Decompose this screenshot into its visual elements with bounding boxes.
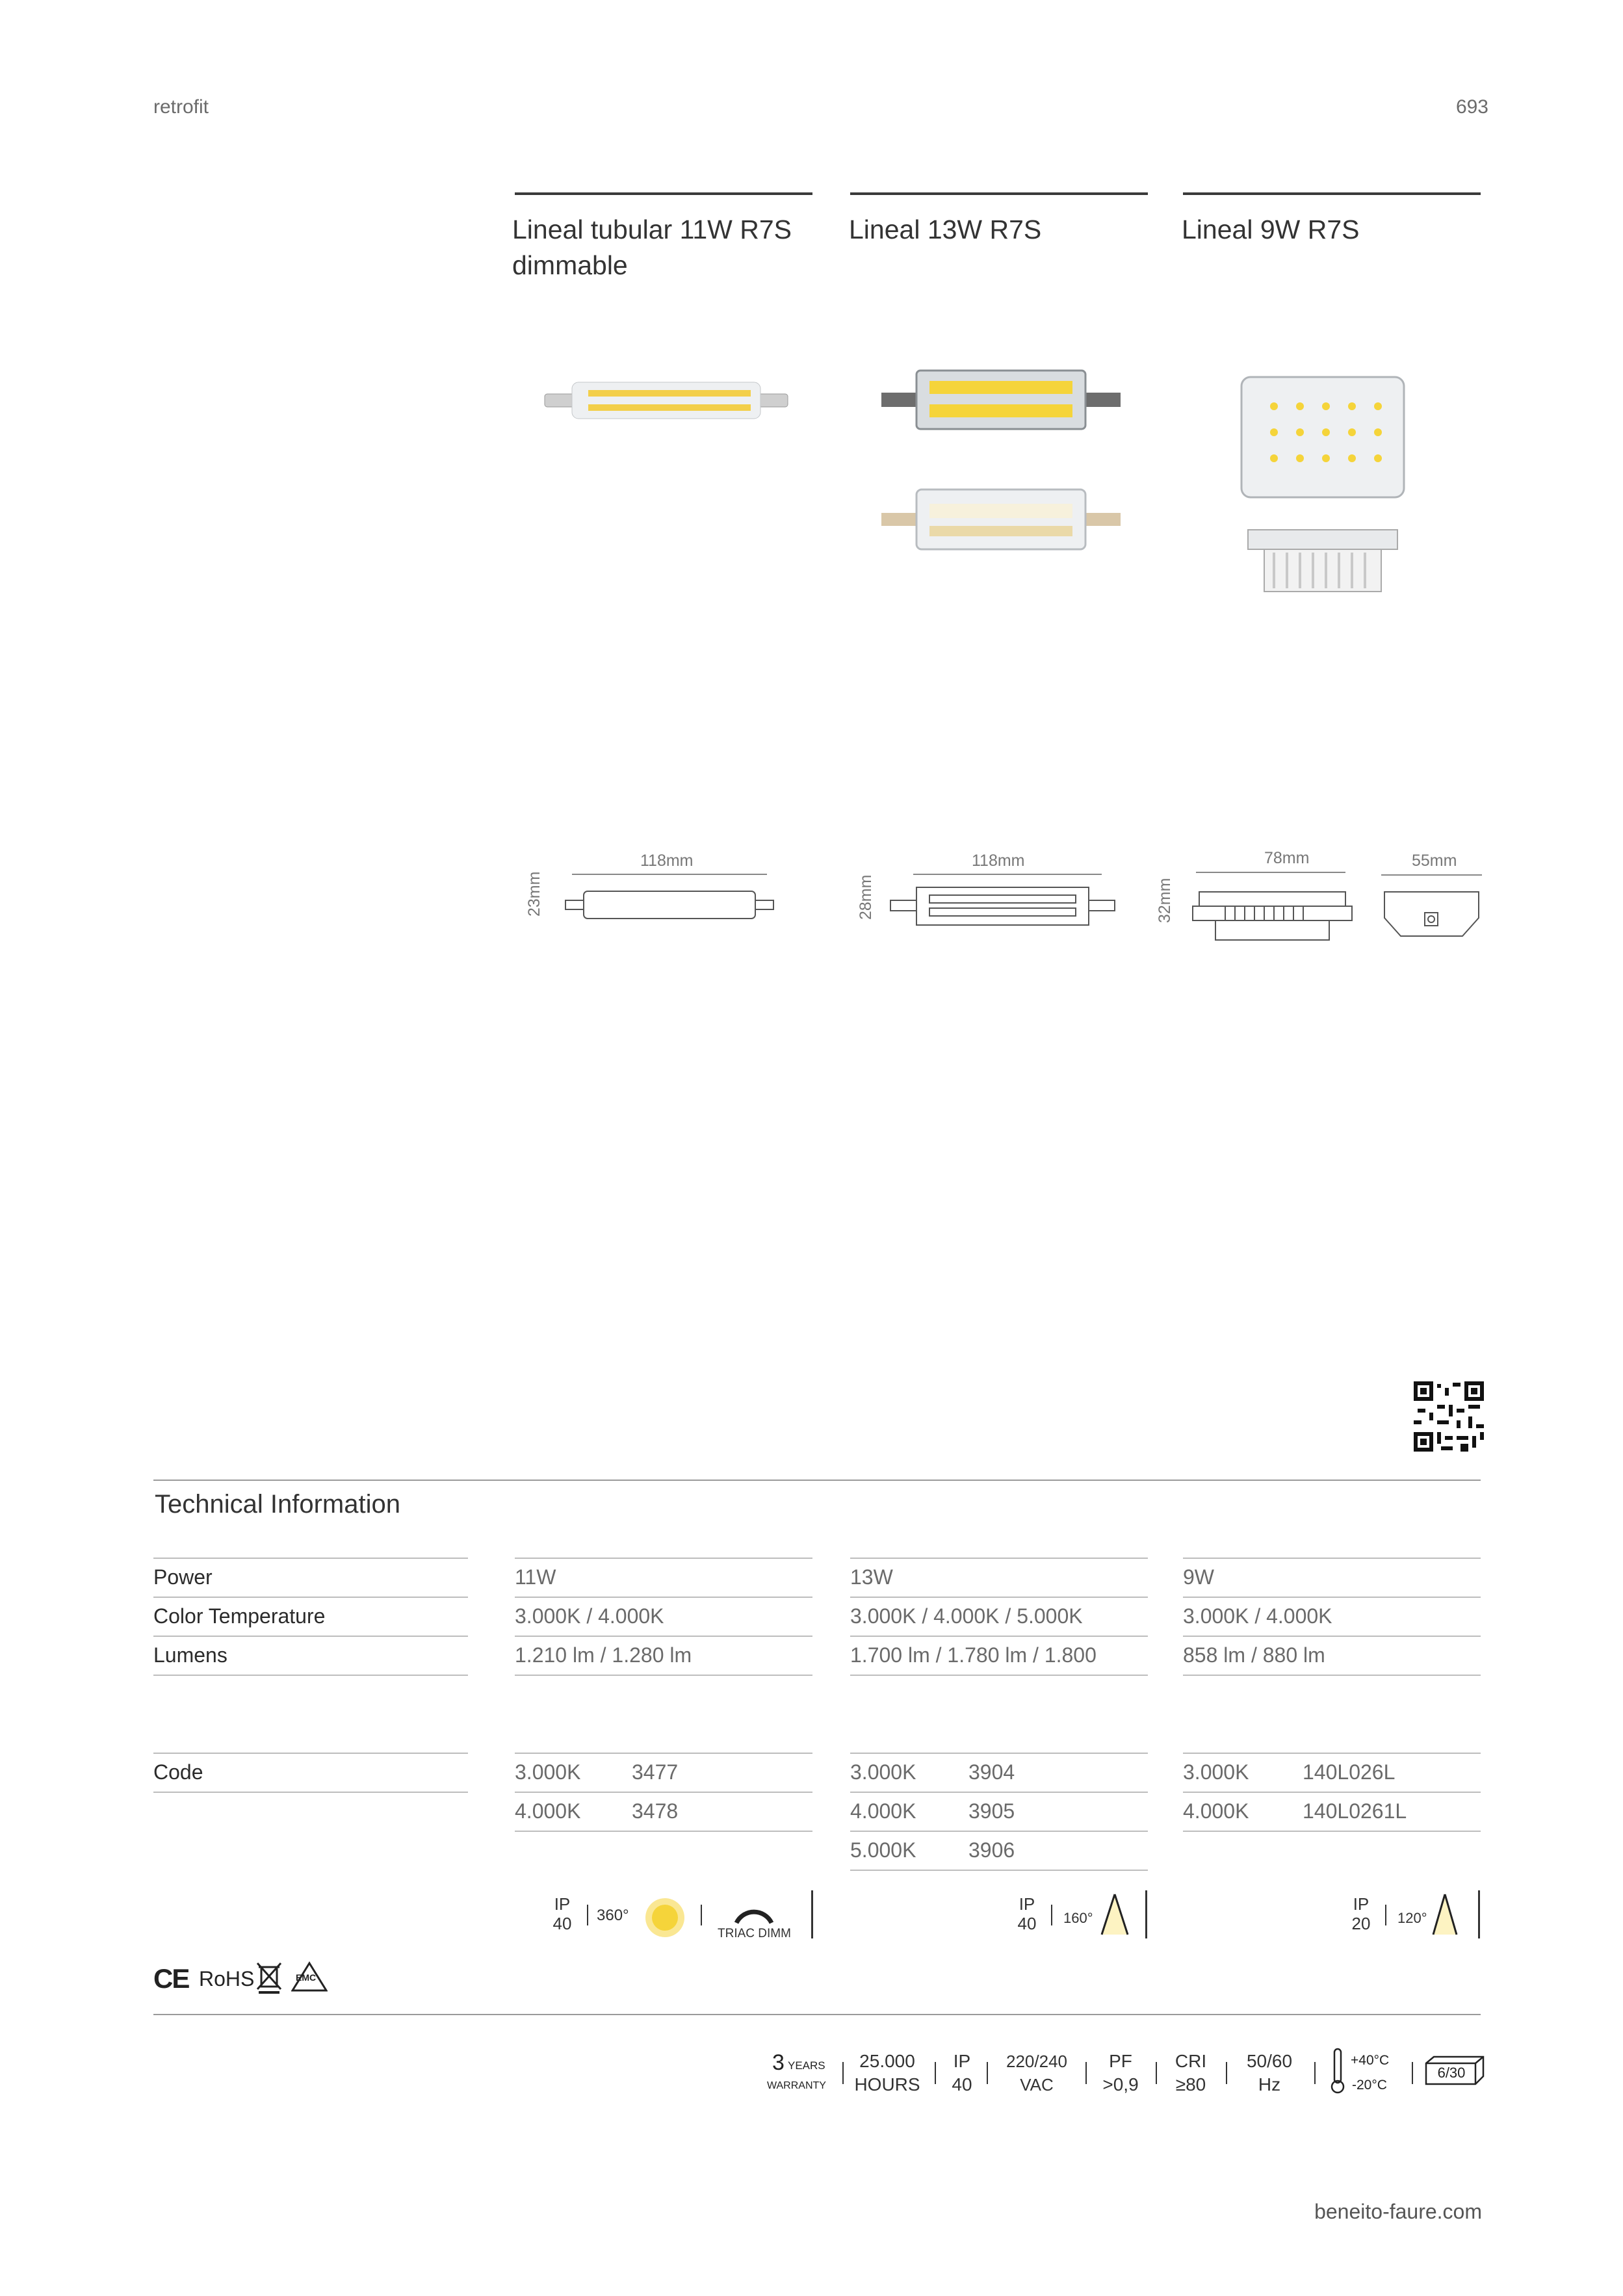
beam-120-icon [1429,1892,1461,1937]
label-power: Power [153,1565,213,1589]
product-rule-1 [515,192,812,195]
separator [1156,2062,1157,2084]
col3-code-1: 140L026L [1303,1760,1396,1784]
drawing-9w [1189,866,1488,950]
col2-ip-label: IP [1019,1894,1035,1914]
col2-code-2: 3905 [968,1799,1015,1823]
col3-ip-label: IP [1353,1894,1370,1914]
separator [701,1905,702,1925]
product-image-13w-bottom [877,484,1124,556]
frequency-value: 50/60 [1246,2051,1293,2071]
col2-code-3: 3906 [968,1838,1015,1862]
col3-power: 9W [1183,1565,1214,1589]
col2-angle: 160° [1063,1910,1093,1926]
hours-value: 25.000 [859,2051,915,2071]
dim-height-3: 32mm [1156,878,1174,923]
rule [850,1870,1148,1871]
col1-color-temp: 3.000K / 4.000K [515,1604,664,1628]
dim-length-1: 118mm [640,852,694,870]
product-image-tubular-11w [539,371,793,429]
warranty-number: 3 [772,2050,785,2075]
temp-max: +40°C [1351,2053,1390,2068]
footer-divider [153,2014,1481,2015]
product-rule-3 [1183,192,1481,195]
voltage-value: 220/240 [1006,2052,1067,2071]
separator [1226,2062,1227,2084]
rule [1183,1675,1481,1676]
rule [153,1675,468,1676]
col2-color-temp: 3.000K / 4.000K / 5.000K [850,1604,1083,1628]
separator [987,2062,988,2084]
product-title-2: Lineal 13W R7S [849,215,1042,244]
separator [1085,2062,1087,2084]
label-color-temp: Color Temperature [153,1604,326,1628]
rule [850,1675,1148,1676]
dimmer-icon [731,1890,777,1926]
label-code: Code [153,1760,203,1784]
dim-height-1: 23mm [525,871,543,917]
col2-ip-value: 40 [1017,1914,1037,1933]
col3-lumens: 858 lm / 880 lm [1183,1643,1325,1667]
separator [587,1905,588,1925]
product-title-1: Lineal tubular 11W R7S dimmable [512,215,792,280]
col2-code-1: 3904 [968,1760,1015,1784]
footer-ip-value: 40 [952,2074,972,2094]
tech-divider [153,1480,1481,1481]
separator [1478,1890,1480,1938]
beam-160-icon [1098,1892,1131,1937]
col3-color-temp: 3.000K / 4.000K [1183,1604,1332,1628]
drawing-13w [887,868,1121,939]
voltage-label: VAC [1020,2075,1054,2094]
cri-value: ≥80 [1175,2074,1206,2094]
page-number: 693 [1455,96,1488,118]
col1-code-2: 3478 [632,1799,679,1823]
frequency-label: Hz [1258,2074,1281,2094]
col2-lumens: 1.700 lm / 1.780 lm / 1.800 [850,1643,1097,1667]
separator [1145,1890,1147,1938]
ce-mark: CE [153,1963,189,1994]
pf-value: >0,9 [1102,2074,1139,2094]
product-image-13w-top [877,364,1124,436]
col1-lumens: 1.210 lm / 1.280 lm [515,1643,692,1667]
light-360-icon [642,1895,688,1940]
product-image-9w [1235,371,1417,598]
col2-code-temp-3: 5.000K [850,1838,916,1862]
rohs-mark: RoHS [199,1967,255,1990]
section-label: retrofit [153,96,209,118]
col1-code-temp-1: 3.000K [515,1760,581,1784]
col2-power: 13W [850,1565,893,1589]
rule [1183,1831,1481,1832]
emc-label: EMC [296,1972,317,1983]
product-rule-2 [850,192,1148,195]
rule [153,1792,468,1793]
warranty-label: WARRANTY [767,2080,826,2091]
col2-code-temp-1: 3.000K [850,1760,916,1784]
label-lumens: Lumens [153,1643,227,1667]
separator [1051,1905,1052,1925]
col2-code-temp-2: 4.000K [850,1799,916,1823]
col1-dimm-label: TRIAC DIMM [718,1927,791,1940]
separator [1412,2062,1413,2084]
pack-quantity: 6/30 [1437,2065,1466,2081]
rule [515,1675,812,1676]
col1-ip-value: 40 [552,1914,572,1933]
dim-length-2: 118mm [972,852,1025,870]
warranty-years: YEARS [788,2059,825,2072]
dim-height-2: 28mm [857,874,875,920]
weee-bin-icon [256,1961,282,1994]
separator [811,1890,813,1938]
drawing-tubular-11w [559,868,780,939]
footer-ip-label: IP [953,2051,971,2071]
hours-label: HOURS [854,2074,920,2094]
tech-heading: Technical Information [155,1490,400,1519]
rule [515,1831,812,1832]
col3-ip-value: 20 [1351,1914,1371,1933]
rule [850,1558,1148,1559]
qr-code[interactable] [1414,1381,1484,1452]
col1-code-1: 3477 [632,1760,679,1784]
dim-length-3: 78mm [1264,849,1310,867]
pf-label: PF [1109,2051,1132,2071]
col3-code-2: 140L0261L [1303,1799,1407,1823]
col3-code-temp-1: 3.000K [1183,1760,1249,1784]
separator [1385,1905,1386,1925]
website-link[interactable]: beneito-faure.com [1314,2200,1482,2223]
cri-label: CRI [1175,2051,1207,2071]
col3-angle: 120° [1397,1910,1427,1926]
separator [1314,2062,1316,2084]
col1-ip-label: IP [554,1894,571,1914]
separator [842,2062,844,2084]
col1-power: 11W [515,1565,556,1589]
dim-depth-3: 55mm [1412,852,1457,870]
product-title-3: Lineal 9W R7S [1182,215,1360,244]
rule [515,1558,812,1559]
separator [935,2062,936,2084]
col1-angle: 360° [597,1907,629,1924]
temp-min: -20°C [1352,2078,1387,2093]
thermometer-icon [1330,2048,1345,2094]
rule [1183,1558,1481,1559]
col3-code-temp-2: 4.000K [1183,1799,1249,1823]
col1-code-temp-2: 4.000K [515,1799,581,1823]
